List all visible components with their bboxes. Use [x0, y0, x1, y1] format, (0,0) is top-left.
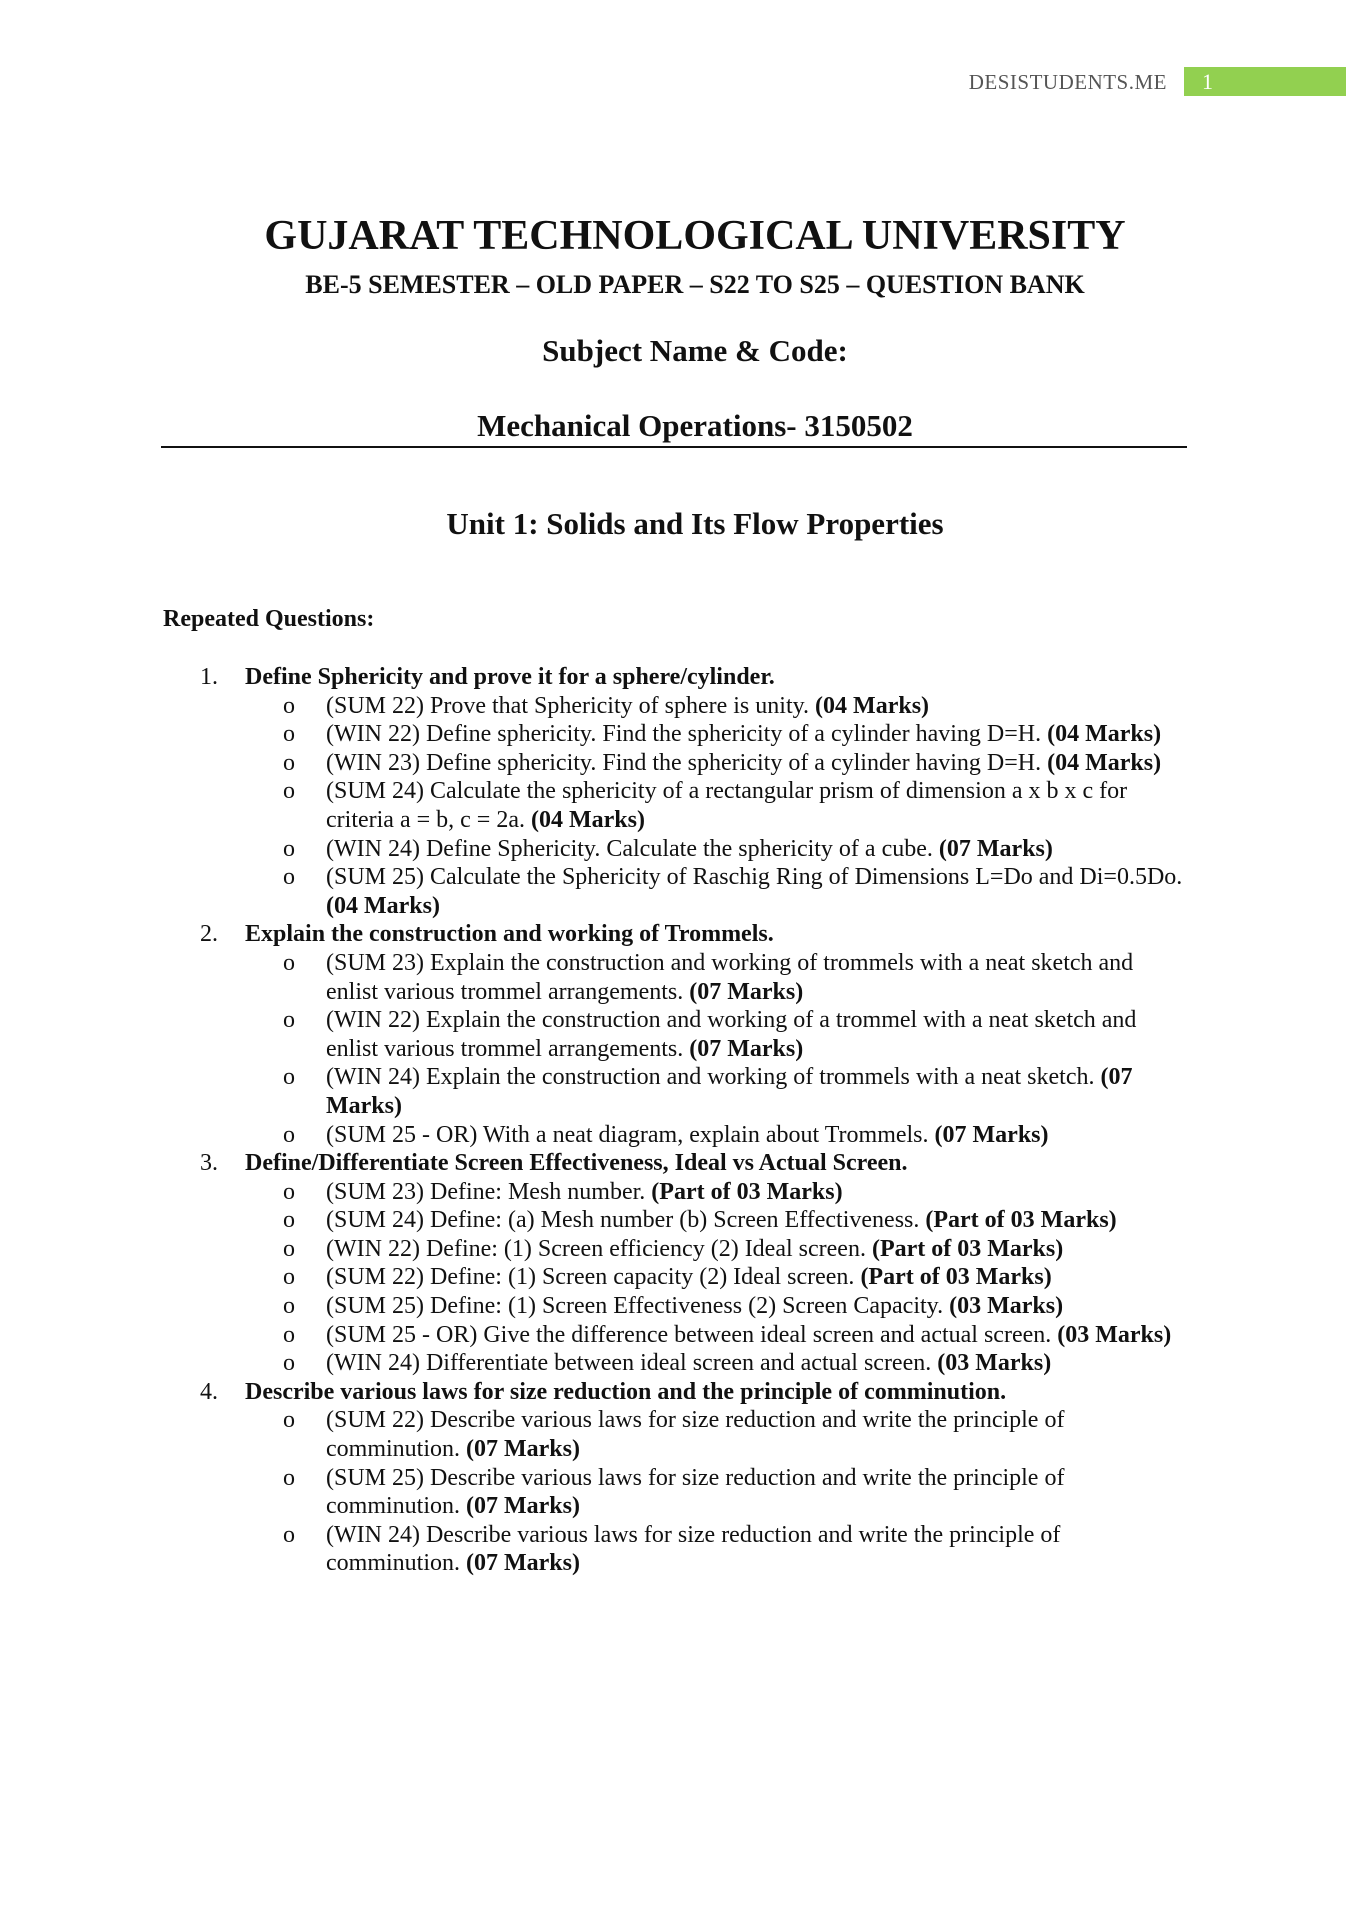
- bullet-icon: o: [283, 1121, 295, 1148]
- bullet-icon: o: [283, 949, 295, 976]
- sub-question: [160, 692, 1190, 721]
- bullet-icon: o: [283, 1521, 295, 1548]
- sub-question: [160, 1292, 1190, 1321]
- subject-name: Mechanical Operations- 3150502: [477, 408, 913, 443]
- question-number: 1.: [200, 664, 218, 690]
- bullet-icon: o: [283, 835, 295, 862]
- sub-question: [160, 1206, 1190, 1235]
- marks-label: (04 Marks): [815, 692, 930, 719]
- question-title: Describe various laws for size reduction and the principle of comminution.: [245, 1378, 1007, 1405]
- question-number: 2.: [200, 921, 218, 948]
- bullet-icon: o: [283, 1350, 295, 1377]
- question-title: Define/Differentiate Screen Effectiveness, Ideal vs Actual Screen.: [245, 1150, 908, 1177]
- sub-question: [160, 1321, 1190, 1350]
- sub-question: [160, 1521, 1190, 1578]
- bullet-icon: o: [283, 864, 295, 891]
- sub-question: [160, 1464, 1190, 1521]
- sub-question: [160, 863, 1190, 920]
- sub-question: [160, 1263, 1190, 1292]
- sub-question-text: (WIN 24) Define Sphericity. Calculate the sphericity of a cube.: [326, 835, 933, 862]
- bullet-icon: o: [283, 749, 295, 776]
- marks-label: (07 Marks): [466, 1436, 580, 1463]
- sub-question-text: (WIN 24) Differentiate between ideal screen and actual screen.: [326, 1350, 932, 1377]
- sub-question-text: (SUM 25 - OR) With a neat diagram, explain about Trommels.: [326, 1121, 929, 1148]
- bullet-icon: o: [283, 1264, 295, 1291]
- bullet-icon: o: [283, 1007, 295, 1034]
- bullet-icon: o: [283, 778, 295, 805]
- bullet-icon: o: [283, 1464, 295, 1491]
- bullet-icon: o: [283, 692, 295, 719]
- sub-question-text: (SUM 22) Describe various laws for size reduction and write the principle of comminution.: [326, 1407, 1065, 1463]
- horizontal-rule: [161, 446, 1187, 448]
- sub-question: [160, 1406, 1190, 1463]
- university-title: GUJARAT TECHNOLOGICAL UNIVERSITY: [264, 213, 1126, 259]
- marks-label: (07 Marks): [466, 1493, 580, 1520]
- sub-question: [160, 835, 1190, 864]
- sub-question-text: (SUM 24) Calculate the sphericity of a rectangular prism of dimension a x b x c for criteria a = b, c = 2a.: [326, 778, 1128, 833]
- question-number: 4.: [200, 1378, 218, 1405]
- question-title: Define Sphericity and prove it for a sphere/cylinder.: [245, 664, 775, 690]
- question-item: [160, 1149, 1190, 1378]
- bullet-icon: o: [283, 1064, 295, 1091]
- marks-label: (03 Marks): [1057, 1321, 1172, 1348]
- sub-question: [160, 949, 1190, 1006]
- sub-question: [160, 1006, 1190, 1063]
- marks-label: (07 Marks): [689, 978, 804, 1005]
- question-title: Explain the construction and working of Trommels.: [245, 921, 774, 948]
- marks-label: (07 Marks): [934, 1121, 1049, 1148]
- bullet-icon: o: [283, 1235, 295, 1262]
- sub-question: [160, 777, 1190, 834]
- page-number-badge: 1: [1184, 67, 1346, 96]
- marks-label: (Part of 03 Marks): [860, 1264, 1052, 1291]
- question-item: [160, 920, 1190, 1149]
- bullet-icon: o: [283, 1178, 295, 1205]
- header-site-name: DESISTUDENTS.ME: [968, 70, 1167, 94]
- unit-title: Unit 1: Solids and Its Flow Properties: [446, 506, 944, 541]
- sub-question-text: (SUM 25) Describe various laws for size reduction and write the principle of comminution.: [326, 1464, 1065, 1520]
- sub-question: [160, 1349, 1190, 1378]
- question-heading: [160, 663, 1190, 692]
- sub-question-text: (SUM 22) Define: (1) Screen capacity (2) Ideal screen.: [326, 1264, 855, 1291]
- marks-label: (Part of 03 Marks): [651, 1178, 843, 1205]
- marks-label: (07 Marks): [938, 835, 1053, 862]
- marks-label: (07 Marks): [689, 1035, 804, 1062]
- question-number: 3.: [200, 1150, 218, 1177]
- sub-question-text: (WIN 22) Define: (1) Screen efficiency (2) Ideal screen.: [326, 1235, 866, 1262]
- sub-question-text: (WIN 24) Describe various laws for size reduction and write the principle of comminution.: [326, 1521, 1061, 1577]
- sub-question: [160, 1178, 1190, 1207]
- marks-label: (03 Marks): [937, 1350, 1052, 1377]
- sub-question-text: (SUM 23) Explain the construction and working of trommels with a neat sketch and enlist various trommel arrangements.: [326, 949, 1134, 1005]
- section-label: Repeated Questions:: [163, 606, 375, 632]
- document-subtitle: BE-5 SEMESTER – OLD PAPER – S22 TO S25 – QUESTION BANK: [305, 270, 1085, 299]
- sub-question-text: (SUM 25 - OR) Give the difference between ideal screen and actual screen.: [326, 1321, 1052, 1348]
- question-item: [160, 1378, 1190, 1578]
- question-heading: [160, 920, 1190, 949]
- bullet-icon: o: [283, 1407, 295, 1434]
- sub-question: [160, 749, 1190, 778]
- marks-label: (04 Marks): [530, 806, 645, 833]
- sub-question-text: (WIN 22) Define sphericity. Find the sphericity of a cylinder having D=H.: [326, 721, 1042, 748]
- question-heading: [160, 1149, 1190, 1178]
- sub-question-text: (SUM 22) Prove that Sphericity of sphere is unity.: [326, 692, 810, 719]
- sub-question-text: (SUM 23) Define: Mesh number.: [326, 1178, 646, 1205]
- marks-label: (04 Marks): [1047, 749, 1162, 776]
- sub-question: [160, 720, 1190, 749]
- marks-label: (07 Marks): [326, 1064, 1133, 1119]
- bullet-icon: o: [283, 1321, 295, 1348]
- sub-question-text: (SUM 24) Define: (a) Mesh number (b) Screen Effectiveness.: [326, 1207, 920, 1234]
- question-item: [160, 663, 1190, 920]
- sub-question-text: (WIN 23) Define sphericity. Find the sphericity of a cylinder having D=H.: [326, 749, 1042, 776]
- sub-question-text: (WIN 22) Explain the construction and working of a trommel with a neat sketch and enlist various trommel arrangements.: [326, 1007, 1137, 1062]
- sub-question: [160, 1121, 1190, 1150]
- question-heading: [160, 1378, 1190, 1407]
- question-list: [160, 663, 1190, 1578]
- sub-question-text: (SUM 25) Define: (1) Screen Effectiveness (2) Screen Capacity.: [326, 1293, 944, 1320]
- marks-label: (07 Marks): [466, 1550, 580, 1577]
- sub-question-text: (SUM 25) Calculate the Sphericity of Raschig Ring of Dimensions L=Do and Di=0.5Do.: [326, 864, 1183, 891]
- marks-label: (Part of 03 Marks): [925, 1207, 1117, 1234]
- marks-label: (03 Marks): [949, 1293, 1064, 1320]
- marks-label: (04 Marks): [326, 892, 440, 919]
- sub-question: [160, 1235, 1190, 1264]
- bullet-icon: o: [283, 721, 295, 748]
- bullet-icon: o: [283, 1293, 295, 1320]
- sub-question: [160, 1063, 1190, 1120]
- marks-label: (Part of 03 Marks): [871, 1235, 1064, 1262]
- marks-label: (04 Marks): [1047, 721, 1162, 748]
- sub-question-text: (WIN 24) Explain the construction and working of trommels with a neat sketch.: [326, 1064, 1095, 1091]
- bullet-icon: o: [283, 1207, 295, 1234]
- subject-label: Subject Name & Code:: [542, 333, 848, 368]
